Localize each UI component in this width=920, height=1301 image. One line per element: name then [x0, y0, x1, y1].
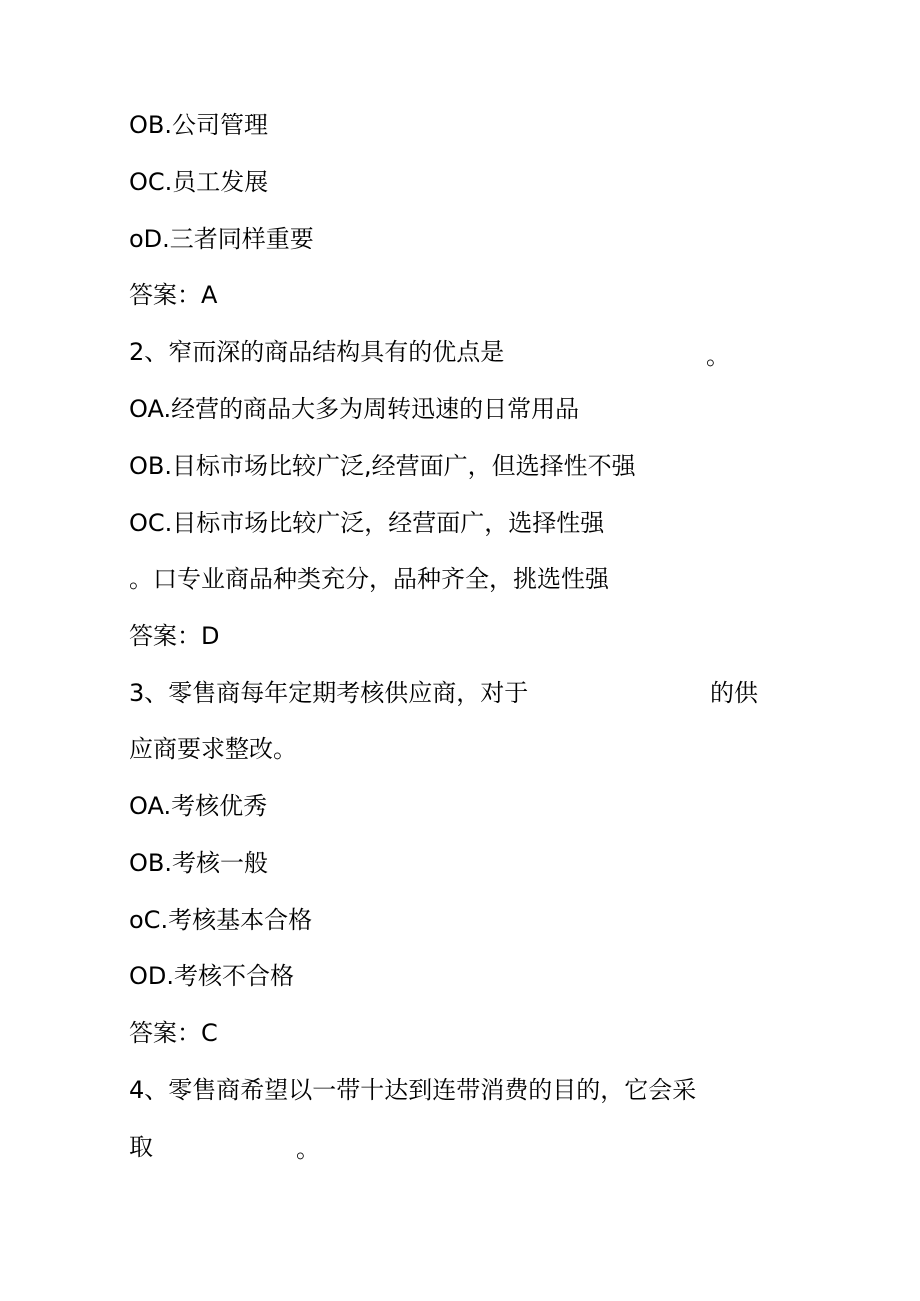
q1-option-b: OB.公司管理 — [129, 111, 268, 139]
q1-answer: 答案：A — [129, 281, 218, 309]
q2-stem: 2、窄而深的商品结构具有的优点是 — [129, 338, 505, 366]
q1-option-d: oD.三者同样重要 — [129, 225, 314, 253]
q1-option-c: OC.员工发展 — [129, 168, 269, 196]
q3-option-d: OD.考核不合格 — [129, 962, 294, 990]
q3-option-c: oC.考核基本合格 — [129, 906, 313, 934]
q2-stem-end: 。 — [706, 342, 730, 370]
q2-option-c: OC.目标市场比较广泛，经营面广，选择性强 — [129, 509, 605, 537]
q3-option-a: OA.考核优秀 — [129, 792, 268, 820]
q3-stem-tail: 的供 — [710, 679, 758, 707]
q2-option-a: OA.经营的商品大多为周转迅速的日常用品 — [129, 395, 580, 423]
q2-option-d: 。口专业商品种类充分，品种齐全，挑选性强 — [129, 565, 609, 593]
q3-answer: 答案：C — [129, 1019, 218, 1047]
q3-option-b: OB.考核一般 — [129, 849, 268, 877]
q3-stem: 3、零售商每年定期考核供应商，对于 — [129, 679, 529, 707]
q3-stem-continued: 应商要求整改。 — [129, 735, 297, 763]
q2-answer: 答案：D — [129, 622, 220, 650]
q4-stem: 4、零售商希望以一带十达到连带消费的目的，它会采 — [129, 1076, 697, 1104]
q4-stem-end: 。 — [296, 1135, 320, 1163]
q4-stem-continued: 取 — [129, 1133, 153, 1161]
q2-option-b: OB.目标市场比较广泛,经营面广，但选择性不强 — [129, 452, 636, 480]
